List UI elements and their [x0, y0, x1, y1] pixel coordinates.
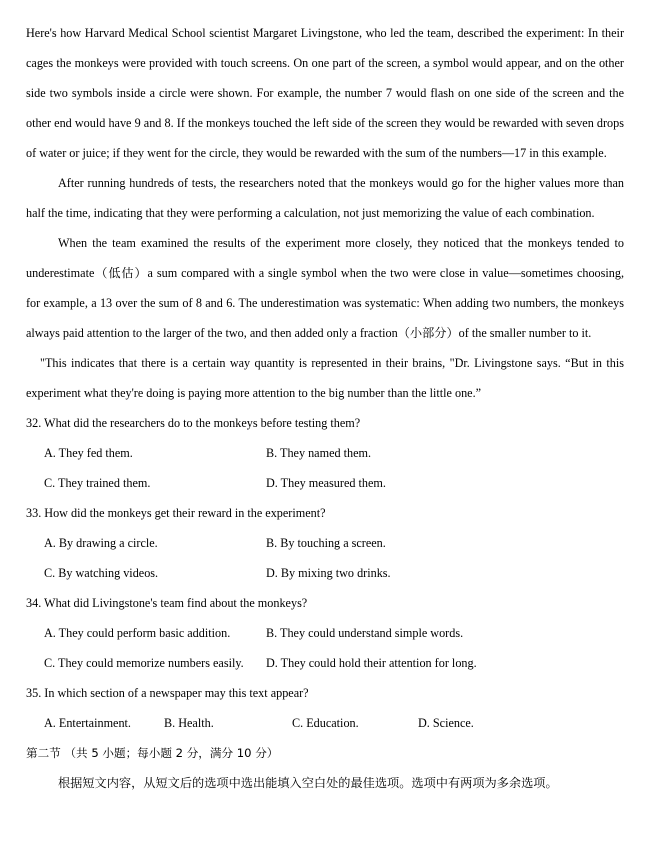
option-a[interactable]: A. Entertainment. [44, 716, 131, 730]
section-directions: 根据短文内容，从短文后的选项中选出能填入空白处的最佳选项。选项中有两项为多余选项。 [58, 776, 558, 790]
option-c[interactable]: C. They could memorize numbers easily. [44, 656, 244, 670]
paragraph-1: Here's how Harvard Medical School scientist Margaret Livingstone, who led the team, described the experiment: In their cages the monkeys were provided with touch screens. On one part of the screen, a symbol would appear, and on the other side two symbols inside a circle were shown. For example, the number 7 would flash on one side of the screen and the other end would have 9 and 8. If the monkeys touched the left side of the screen they would be rewarded with seven drops of water or juice; if they went for the circle, they would be rewarded with the sum of the numbers—17 in this example. [26, 26, 624, 160]
paragraph-2: After running hundreds of tests, the researchers noted that the monkeys would go for the higher values more than half the time, indicating that they were performing a calculation, not just memorizing the value of each combination. [26, 176, 624, 220]
question-options-row [26, 708, 624, 738]
option-a[interactable]: A. They fed them. [44, 446, 133, 460]
question-options-row [26, 468, 624, 498]
question-34 [26, 588, 624, 678]
question-options-row [26, 648, 624, 678]
option-d[interactable]: D. They measured them. [266, 476, 386, 490]
option-b[interactable]: B. By touching a screen. [266, 536, 386, 550]
option-a[interactable]: A. By drawing a circle. [44, 536, 158, 550]
question-stem: 34. What did Livingstone's team find about the monkeys? [26, 596, 308, 610]
question-options-row [26, 618, 624, 648]
option-d[interactable]: D. They could hold their attention for long. [266, 656, 477, 670]
question-stem: 32. What did the researchers do to the monkeys before testing them? [26, 416, 361, 430]
option-c[interactable]: C. Education. [292, 716, 359, 730]
option-b[interactable]: B. Health. [164, 716, 214, 730]
option-c[interactable]: C. They trained them. [44, 476, 151, 490]
section-title: 第二节 （共 5 小题；每小题 2 分，满分 10 分） [26, 746, 279, 760]
option-a[interactable]: A. They could perform basic addition. [44, 626, 231, 640]
paragraph-3: When the team examined the results of the experiment more closely, they noticed that the monkeys tended to underestimate（低估）a sum compared with a single symbol when the two were close in value—sometimes choosing, for example, a 13 over the sum of 8 and 6. The underestimation was systematic: When adding two numbers, the monkeys always paid attention to the larger of the two, and then added only a fraction（小部分）of the smaller number to it. [26, 236, 624, 340]
option-d[interactable]: D. By mixing two drinks. [266, 566, 391, 580]
question-stem: 35. In which section of a newspaper may this text appear? [26, 686, 309, 700]
question-options-row [26, 528, 624, 558]
question-33 [26, 498, 624, 588]
option-c[interactable]: C. By watching videos. [44, 566, 159, 580]
question-35 [26, 678, 624, 738]
option-d[interactable]: D. Science. [418, 716, 474, 730]
option-b[interactable]: B. They named them. [266, 446, 372, 460]
question-options-row [26, 558, 624, 588]
question-options-row [26, 438, 624, 468]
question-32 [26, 408, 624, 498]
question-stem: 33. How did the monkeys get their reward in the experiment? [26, 506, 326, 520]
option-b[interactable]: B. They could understand simple words. [266, 626, 464, 640]
paragraph-4: "This indicates that there is a certain way quantity is represented in their brains, "Dr. Livingstone says. “But in this experiment what they're doing is paying more attention to the big number than the little one.” [26, 356, 624, 400]
